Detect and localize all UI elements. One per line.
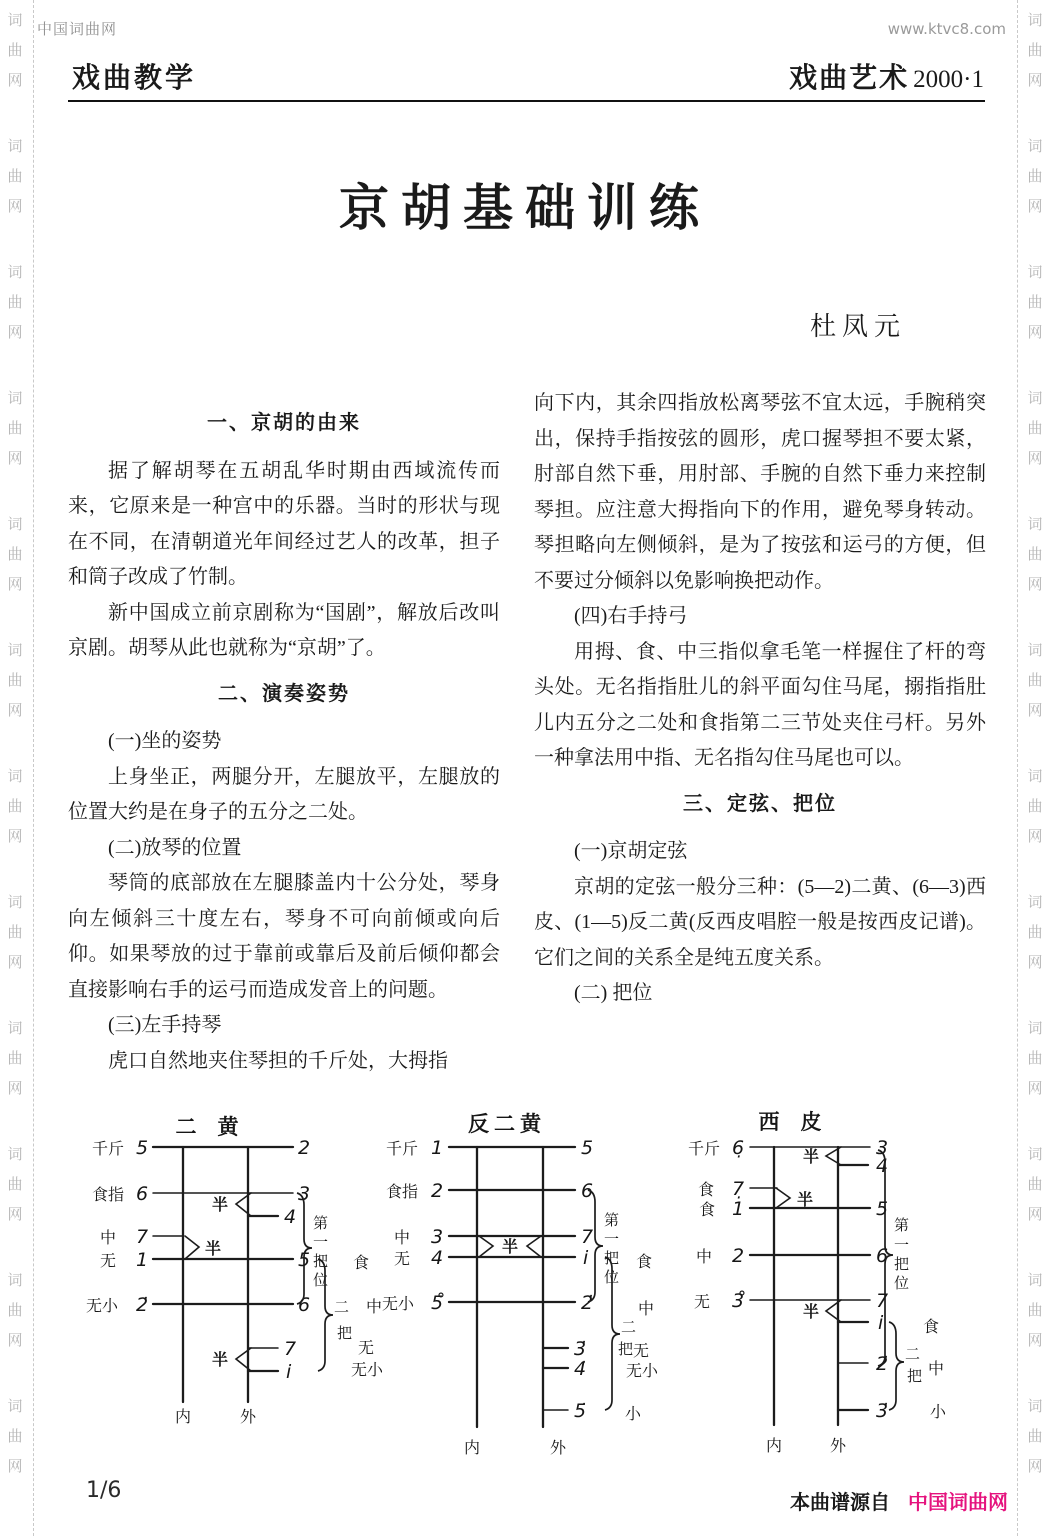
svg-text:半: 半 [796,1190,814,1209]
watermark-char: 曲 [1027,1051,1043,1067]
svg-text:3̇: 3̇ [574,1338,587,1360]
watermark-char: 网 [1027,829,1043,845]
svg-text:小: 小 [930,1402,947,1421]
watermark-char: 词 [1027,139,1043,155]
svg-text:把: 把 [337,1324,353,1342]
watermark-char: 曲 [1027,547,1043,563]
svg-text:i: i [583,1247,589,1269]
paragraph: 用拇、食、中三指似拿毛笔一样握住了杆的弯头处。无名指指肚儿的斜平面勾住马尾，搦指指肚儿内五分之二处和食指第二三节处夹住弓杆。另外一种拿法用中指、无名指勾住马尾也可以。 [534,640,986,769]
svg-text:6̣: 6̣ [731,1137,745,1159]
svg-text:把: 把 [894,1255,910,1273]
fan-erhuang-fingering-diagram [378,1104,678,1504]
svg-text:i: i [878,1312,884,1334]
svg-text:食指: 食指 [92,1185,125,1204]
svg-text:4: 4 [284,1206,297,1228]
journal-name: 戏曲艺术 [789,63,910,94]
watermark-char: 曲 [1027,295,1043,311]
watermark-char: 网 [7,703,23,719]
svg-text:无: 无 [358,1338,375,1357]
subheading-right-hand: (四)右手持弓 [574,605,688,627]
watermark-char: 网 [7,1207,23,1223]
outer-string-label: 外 [829,1436,847,1455]
watermark-char: 网 [1027,1459,1043,1475]
section-heading-posture: 二、演奏姿势 [218,682,350,705]
watermark-char: 词 [1027,265,1043,281]
watermark-char: 词 [1027,517,1043,533]
watermark-char: 曲 [7,547,23,563]
svg-text:2: 2 [298,1137,311,1159]
svg-text:6: 6 [135,1183,149,1205]
watermark-char: 网 [7,73,23,89]
svg-text:7̣: 7̣ [731,1178,745,1200]
watermark-char: 网 [1027,325,1043,341]
second-position-fingers [625,1252,659,1423]
left-watermark-rail [2,6,28,1518]
svg-text:一: 一 [894,1236,910,1254]
inner-string-label: 内 [765,1436,783,1455]
svg-text:中: 中 [366,1297,383,1316]
finger-row-labels [86,1139,124,1315]
xipi-fingering-diagram [688,1104,1028,1504]
article-title: 京胡基础训练 [339,180,711,236]
watermark-char: 词 [7,1399,23,1415]
svg-text:5: 5 [298,1249,311,1271]
svg-text:i: i [286,1361,292,1383]
watermark-char: 词 [1027,391,1043,407]
svg-text:3: 3 [298,1183,311,1205]
svg-text:千斤: 千斤 [688,1139,721,1158]
svg-text:6: 6 [298,1294,311,1316]
subheading-positions: (二) 把位 [574,982,653,1004]
watermark-char: 词 [7,391,23,407]
svg-text:二: 二 [334,1298,350,1316]
svg-text:食: 食 [923,1317,940,1336]
subheading-tuning: (一)京胡定弦 [574,840,688,862]
svg-text:4: 4 [430,1247,444,1269]
svg-text:2̇: 2̇ [581,1292,594,1314]
paragraph: 上身坐正，两腿分开，左腿放平，左腿放的位置大约是在身子的五分之二处。 [68,765,500,823]
svg-text:2̇: 2̇ [135,1294,149,1316]
watermark-char: 曲 [7,1429,23,1445]
svg-text:小: 小 [625,1404,642,1423]
svg-text:位: 位 [604,1268,620,1286]
svg-text:2: 2 [430,1180,444,1202]
watermark-char: 词 [7,1021,23,1037]
svg-text:第: 第 [313,1214,329,1232]
outer-string-notes [574,1137,593,1422]
svg-text:半: 半 [211,1350,229,1369]
watermark-char: 词 [7,139,23,155]
watermark-site-url: www.ktvc8.com [887,20,1006,38]
page-number: 1/6 [86,1478,122,1503]
watermark-char: 网 [1027,1207,1043,1223]
watermark-char: 曲 [7,799,23,815]
watermark-char: 网 [7,1081,23,1097]
svg-text:4: 4 [876,1155,889,1177]
watermark-char: 曲 [1027,1303,1043,1319]
svg-text:中: 中 [638,1299,655,1318]
watermark-char: 网 [1027,577,1043,593]
svg-text:5̊: 5̊ [430,1292,444,1314]
second-position-brace [889,1322,922,1410]
paragraph: 新中国成立前京剧称为“国剧”，解放后改叫京剧。胡琴从此也就称为“京胡”了。 [68,601,500,659]
svg-text:7: 7 [135,1226,149,1248]
watermark-char: 网 [7,1459,23,1475]
svg-text:千斤: 千斤 [386,1139,419,1158]
svg-text:无小: 无小 [86,1296,119,1315]
paragraph: 据了解胡琴在五胡乱华时期由西域流传而来，它原来是一种宫中的乐器。当时的形状与现在不同，在清朝道光年间经过艺人的改革，担子和筒子改成了竹制。 [68,459,500,588]
right-text-column [534,386,986,1012]
source-prefix: 本曲谱源自 [790,1490,890,1514]
watermark-char: 曲 [1027,169,1043,185]
watermark-char: 词 [1027,13,1043,29]
svg-text:第: 第 [604,1211,620,1229]
watermark-char: 网 [1027,199,1043,215]
svg-text:食: 食 [353,1253,370,1272]
watermark-site-name: 中国词曲网 [37,20,118,38]
inner-string-label: 内 [463,1438,481,1457]
erhuang-fingering-diagram [70,1104,390,1444]
watermark-char: 曲 [7,421,23,437]
svg-text:3̇: 3̇ [876,1400,889,1422]
watermark-char: 词 [1027,1147,1043,1163]
watermark-char: 网 [1027,451,1043,467]
svg-text:半: 半 [802,1147,820,1166]
half-step-marks [776,1147,841,1322]
watermark-char: 曲 [1027,673,1043,689]
watermark-char: 曲 [7,169,23,185]
svg-text:把: 把 [313,1252,329,1270]
svg-text:6: 6 [876,1245,889,1267]
watermark-char: 曲 [1027,799,1043,815]
paragraph: 向下内，其余四指放松离琴弦不宜太远，手腕稍突出，保持手指按弦的圆形，虎口握琴担不要太紧，肘部自然下垂，用肘部、手腕的自然下垂力来控制琴担。应注意大拇指向下的作用，避免琴身转动。琴担略向左侧倾斜，是为了按弦和运弓的方便，但不要过分倾斜以免影响换把动作。 [534,392,986,592]
inner-string-notes [732,1137,745,1312]
svg-text:把: 把 [907,1367,923,1385]
subheading-left-hand: (三)左手持琴 [108,1014,222,1036]
subheading-placement: (二)放琴的位置 [108,836,242,859]
outer-string-label: 外 [549,1438,567,1457]
svg-text:2̇: 2̇ [876,1353,889,1375]
watermark-char: 词 [7,13,23,29]
svg-text:无: 无 [100,1251,117,1270]
svg-text:1: 1 [135,1249,149,1271]
watermark-char: 词 [7,1147,23,1163]
watermark-char: 曲 [1027,421,1043,437]
svg-text:4̇: 4̇ [574,1358,587,1380]
watermark-char: 网 [7,199,23,215]
watermark-char: 曲 [7,925,23,941]
journal-issue: 2000·1 [913,66,984,93]
svg-text:5: 5 [876,1198,889,1220]
string-lines [750,1147,870,1425]
outer-string-label: 外 [239,1407,257,1426]
svg-text:食: 食 [636,1252,653,1271]
svg-text:5: 5 [581,1137,594,1159]
svg-text:6: 6 [581,1180,594,1202]
watermark-char: 词 [7,769,23,785]
second-position-fingers [923,1317,947,1421]
svg-text:位: 位 [894,1274,910,1292]
source-site-name: 中国词曲网 [908,1490,1008,1514]
svg-text:无小: 无小 [626,1361,659,1380]
section-heading-tuning: 三、定弦、把位 [683,792,837,815]
half-step-marks [479,1236,541,1257]
svg-text:一: 一 [313,1233,329,1251]
watermark-char: 曲 [7,295,23,311]
watermark-char: 曲 [7,673,23,689]
watermark-char: 网 [7,325,23,341]
svg-text:把: 把 [604,1249,620,1267]
watermark-char: 词 [7,517,23,533]
finger-row-labels [382,1139,418,1313]
inner-string-label: 内 [174,1407,192,1426]
inner-string-notes [136,1137,148,1316]
watermark-char: 网 [1027,1081,1043,1097]
svg-text:无小: 无小 [351,1360,384,1379]
watermark-char: 网 [1027,1333,1043,1349]
watermark-char: 网 [1027,955,1043,971]
watermark-char: 词 [1027,895,1043,911]
watermark-char: 网 [7,955,23,971]
watermark-char: 曲 [7,1051,23,1067]
watermark-char: 词 [7,643,23,659]
svg-text:无小: 无小 [382,1294,415,1313]
svg-text:7: 7 [876,1290,889,1312]
svg-text:无: 无 [633,1341,650,1360]
svg-text:无: 无 [394,1249,411,1268]
watermark-char: 曲 [1027,1429,1043,1445]
watermark-char: 词 [7,1273,23,1289]
svg-text:无: 无 [694,1292,711,1311]
half-step-marks [185,1193,251,1371]
svg-text:半: 半 [501,1237,519,1256]
diagram-title: 二 黄 [175,1115,239,1139]
watermark-char: 词 [1027,769,1043,785]
svg-text:半: 半 [204,1239,222,1258]
section-heading-origin: 一、京胡的由来 [207,412,361,434]
watermark-char: 词 [1027,1399,1043,1415]
watermark-char: 网 [7,1333,23,1349]
svg-text:二: 二 [621,1318,637,1336]
svg-text:7: 7 [581,1226,594,1248]
watermark-char: 网 [7,451,23,467]
outer-string-notes [876,1137,888,1422]
svg-text:第: 第 [894,1216,910,1234]
svg-text:二: 二 [905,1345,921,1363]
diagram-title: 反二黄 [468,1112,546,1136]
inner-string-notes [431,1137,444,1314]
svg-text:食: 食 [699,1200,716,1219]
header-rule [68,100,985,102]
journal-header [789,56,984,96]
column-section-label: 戏曲教学 [72,63,197,94]
watermark-char: 词 [1027,1273,1043,1289]
paragraph: 京胡的定弦一般分三种：(5—2)二黄、(6—3)西皮、(1—5)反二黄(反西皮唱腔一般是按西皮记谱)。它们之间的关系全是纯五度关系。 [534,875,986,969]
author-name: 杜凤元 [810,312,907,341]
left-dashed-edge [33,0,34,1536]
svg-text:2: 2 [731,1245,745,1267]
svg-text:位: 位 [313,1271,329,1289]
watermark-char: 网 [7,577,23,593]
svg-text:把: 把 [618,1340,634,1358]
svg-text:中: 中 [928,1359,945,1378]
string-lines [449,1147,575,1427]
watermark-char: 曲 [7,1303,23,1319]
finger-row-labels [688,1139,720,1311]
svg-text:半: 半 [802,1302,820,1321]
svg-text:食指: 食指 [386,1182,419,1201]
watermark-char: 网 [1027,73,1043,89]
watermark-char: 网 [7,829,23,845]
subheading-sitting: (一)坐的姿势 [108,730,222,752]
svg-text:3̊: 3̊ [731,1290,745,1312]
watermark-char: 曲 [1027,925,1043,941]
svg-text:1: 1 [731,1198,745,1220]
svg-text:3: 3 [430,1226,444,1248]
left-text-column [68,396,500,1079]
svg-text:3: 3 [876,1137,889,1159]
paragraph: 虎口自然地夹住琴担的千斤处，大拇指 [108,1049,448,1072]
svg-text:中: 中 [696,1247,713,1266]
svg-text:7: 7 [284,1338,297,1360]
svg-text:一: 一 [604,1230,620,1248]
watermark-char: 曲 [7,1177,23,1193]
svg-text:1: 1 [430,1137,444,1159]
watermark-char: 词 [7,265,23,281]
watermark-char: 曲 [1027,1177,1043,1193]
svg-text:千斤: 千斤 [92,1139,125,1158]
watermark-char: 词 [7,895,23,911]
watermark-char: 曲 [1027,43,1043,59]
watermark-char: 词 [1027,643,1043,659]
svg-text:5̇: 5̇ [574,1400,587,1422]
diagram-title: 西 皮 [758,1110,822,1134]
svg-text:半: 半 [211,1195,229,1214]
svg-text:食: 食 [698,1180,715,1199]
svg-text:中: 中 [100,1228,117,1247]
svg-text:5: 5 [135,1137,149,1159]
svg-text:中: 中 [394,1228,411,1247]
watermark-char: 网 [1027,703,1043,719]
paragraph: 琴筒的底部放在左腿膝盖内十公分处，琴身向左倾斜三十度左右，琴身不可向前倾或向后仰。如果琴放的过于靠前或靠后及前后倾仰都会直接影响右手的运弓而造成发音上的问题。 [68,872,500,1001]
watermark-char: 曲 [7,43,23,59]
watermark-char: 词 [1027,1021,1043,1037]
